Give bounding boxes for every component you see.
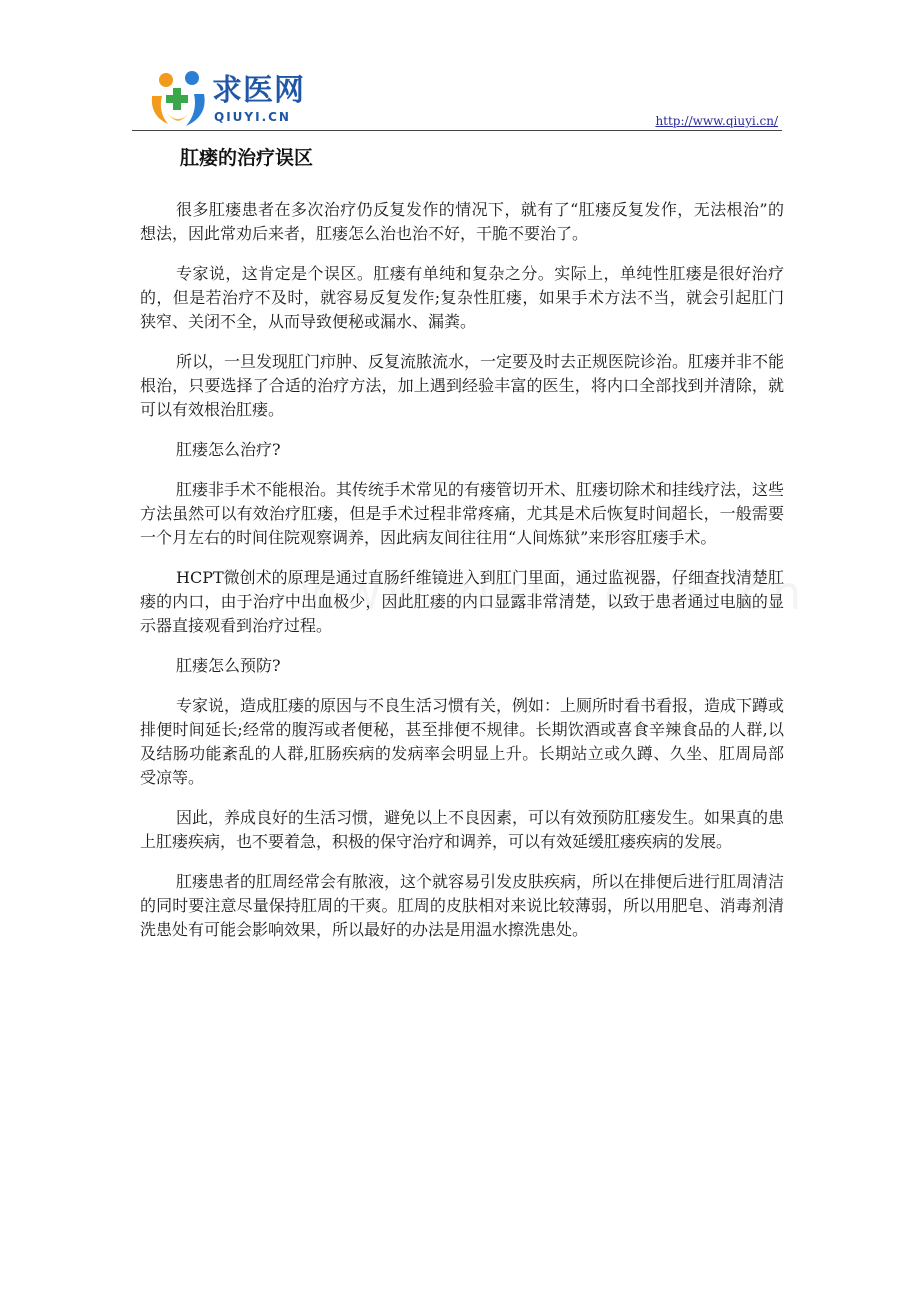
logo-emblem-icon [146, 66, 210, 130]
paragraph-intro: 很多肛瘘患者在多次治疗仍反复发作的情况下，就有了“肛瘘反复发作，无法根治”的想法，因此常劝后来者，肛瘘怎么治也治不好，干脆不要治了。 [140, 200, 784, 243]
subheading-prevention: 肛瘘怎么预防? [176, 656, 281, 675]
paragraph-hygiene: 肛瘘患者的肛周经常会有脓液，这个就容易引发皮肤疾病，所以在排便后进行肛周清洁的同时要注意尽量保持肛周的干爽。肛周的皮肤相对来说比较薄弱，所以用肥皂、消毒剂清洗患处有可能会影响效果，所以最好的办法是用温水擦洗患处。 [140, 872, 785, 939]
paragraph-habits: 因此，养成良好的生活习惯，避免以上不良因素，可以有效预防肛瘘发生。如果真的患上肛瘘疾病，也不要着急，积极的保守治疗和调养，可以有效延缓肛瘘疾病的发展。 [140, 808, 785, 851]
header-divider [132, 130, 782, 131]
page-header [132, 60, 782, 132]
paragraph-diagnosis-advice: 所以，一旦发现肛门疖肿、反复流脓流水，一定要及时去正规医院诊治。肛瘘并非不能根治，只要选择了合适的治疗方法，加上遇到经验丰富的医生，将内口全部找到并清除，就可以有效根治肛瘘。 [140, 352, 785, 419]
paragraph-expert-opinion: 专家说，这肯定是个误区。肛瘘有单纯和复杂之分。实际上，单纯性肛瘘是很好治疗的，但是若治疗不及时，就容易反复发作;复杂性肛瘘，如果手术方法不当，就会引起肛门狭窄、关闭不全，从而导致便秘或漏水、漏粪。 [140, 264, 784, 331]
logo-chinese-name: 求医网 [212, 73, 305, 108]
logo-english-name: QIUYI.CN [214, 110, 291, 124]
paragraph-causes: 专家说，造成肛瘘的原因与不良生活习惯有关，例如：上厕所时看书看报，造成下蹲或排便时间延长;经常的腹泻或者便秘，甚至排便不规律。长期饮酒或喜食辛辣食品的人群,以及结肠功能紊乱的人群,肛肠疾病的发病率会明显上升。长期站立或久蹲、久坐、肛周局部受凉等。 [140, 696, 785, 787]
paragraph-hcpt: HCPT微创术的原理是通过直肠纤维镜进入到肛门里面，通过监视器，仔细查找清楚肛瘘的内口，由于治疗中出血极少，因此肛瘘的内口显露非常清楚，以致于患者通过电脑的显示器直接观看到治疗过程。 [140, 568, 784, 635]
paragraph-traditional-surgery: 肛瘘非手术不能根治。其传统手术常见的有瘘管切开术、肛瘘切除术和挂线疗法，这些方法虽然可以有效治疗肛瘘，但是手术过程非常疼痛，尤其是术后恢复时间超长，一般需要一个月左右的时间住院观察调养，因此病友间往往用“人间炼狱”来形容肛瘘手术。 [140, 480, 785, 547]
site-url-link[interactable]: http://www.qiuyi.cn/ [655, 114, 778, 128]
subheading-treatment: 肛瘘怎么治疗? [176, 440, 281, 459]
qiuyi-logo[interactable] [146, 66, 346, 130]
article-title: 肛瘘的治疗误区 [180, 147, 314, 169]
article-body [140, 198, 784, 958]
